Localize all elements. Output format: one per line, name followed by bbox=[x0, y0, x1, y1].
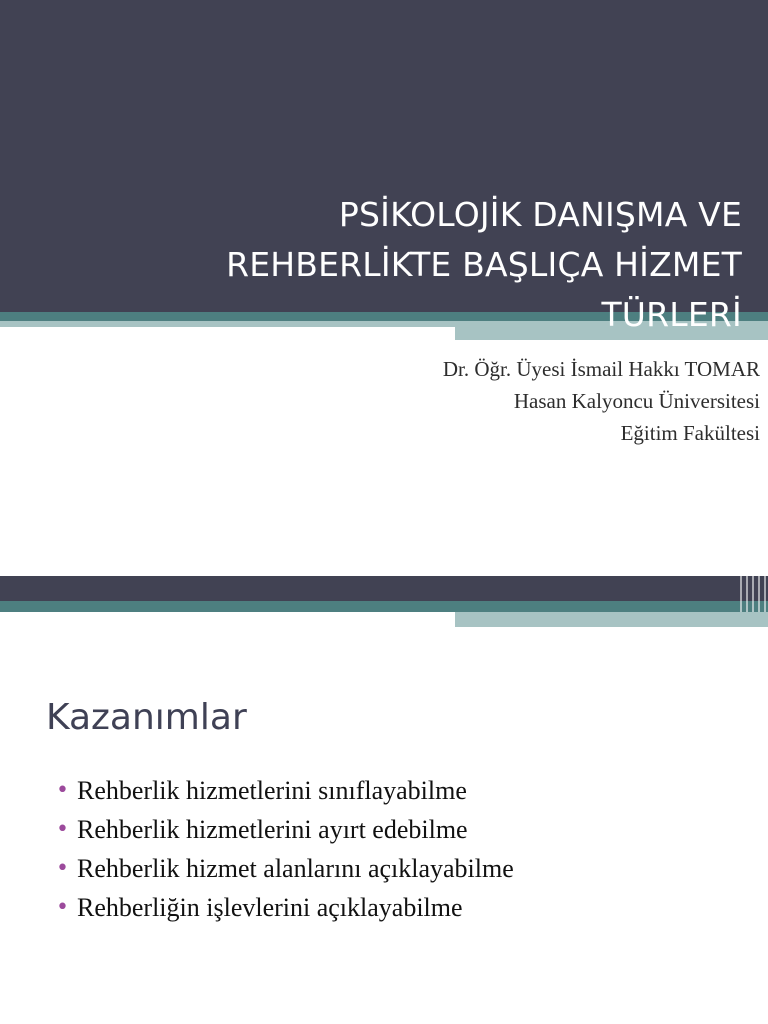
list-item bbox=[56, 888, 746, 927]
list-item bbox=[56, 810, 746, 849]
list-item-text: Rehberlik hizmetlerini ayırt edebilme bbox=[77, 815, 468, 844]
list-item-text: Rehberlik hizmetlerini sınıflayabilme bbox=[77, 776, 467, 805]
list-item-text: Rehberlik hizmet alanlarını açıklayabilme bbox=[77, 854, 514, 883]
title-line: TÜRLERİ bbox=[601, 295, 742, 334]
slide-heading: Kazanımlar bbox=[46, 697, 247, 738]
objectives-slide bbox=[0, 576, 768, 1024]
faculty-name: Eğitim Fakültesi bbox=[620, 421, 760, 445]
objectives-list bbox=[56, 771, 746, 927]
list-item bbox=[56, 771, 746, 810]
author-block bbox=[160, 353, 760, 449]
slide-title bbox=[102, 190, 742, 340]
title-line: REHBERLİKTE BAŞLIÇA HİZMET bbox=[226, 245, 742, 284]
bullet-icon: • bbox=[56, 817, 69, 842]
bullet-icon: • bbox=[56, 856, 69, 881]
decorative-stripes bbox=[740, 576, 768, 612]
title-line: PSİKOLOJİK DANIŞMA VE bbox=[338, 195, 742, 234]
list-item-text: Rehberliğin işlevlerini açıklayabilme bbox=[77, 893, 463, 922]
university-name: Hasan Kalyoncu Üniversitesi bbox=[513, 389, 760, 413]
bullet-icon: • bbox=[56, 778, 69, 803]
bullet-icon: • bbox=[56, 895, 69, 920]
accent-block bbox=[455, 612, 768, 627]
header-band bbox=[0, 576, 768, 601]
author-name: Dr. Öğr. Üyesi İsmail Hakkı TOMAR bbox=[442, 357, 760, 381]
accent-band bbox=[0, 601, 768, 612]
list-item bbox=[56, 849, 746, 888]
